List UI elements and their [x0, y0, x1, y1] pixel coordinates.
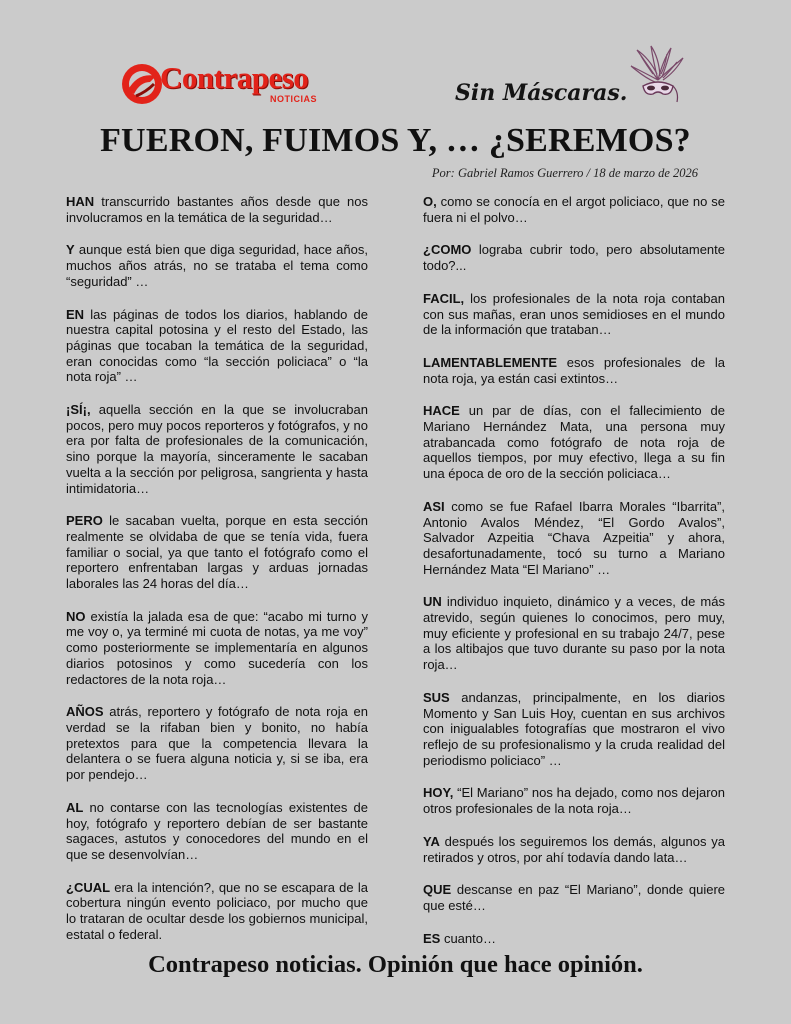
paragraph	[423, 834, 725, 865]
paragraph-text: como se fue Rafael Ibarra Morales “Ibarrita”, Antonio Avalos Méndez, “El Gordo Avalos”, Salvador Azpeitia “Chava Azpeitia” y ahora, desafortunadamente, tocó su turno a Mariano Hernández Mata “El Mariano” …	[423, 498, 725, 577]
carnival-mask-icon	[627, 44, 689, 106]
paragraph-lead: EN	[66, 306, 85, 322]
paragraph-text: como se conocía en el argot policiaco, que no se fuera ni el polvo…	[423, 194, 725, 225]
logo-subtitle: NOTICIAS	[270, 94, 318, 104]
left-column	[66, 194, 368, 959]
paragraph-text: individuo inquieto, dinámico y a veces, de más atrevido, según quienes lo conocimos, pero muy, muy eficiente y profesional en su trabajo 24/7, pese a los altibajos que tuvo durante su paso por la nota roja…	[423, 594, 725, 673]
paragraph-lead: ¿CUAL	[66, 879, 111, 895]
logo-wordmark: Contrapeso	[160, 60, 309, 95]
paragraph-lead: UN	[423, 594, 442, 610]
paragraph	[66, 880, 368, 943]
byline: Por: Gabriel Ramos Guerrero / 18 de marzo de 2026	[431, 166, 698, 180]
paragraph-text: le sacaban vuelta, porque en esta sección realmente se olvidaba de que se tenía vida, fuera familiar o social, ya que tanto el fotógrafo como el reportero enfrentaban largas y arduas jornadas laborales las 24 horas del día…	[66, 513, 368, 592]
paragraph-lead: HAN	[66, 194, 95, 209]
paragraph	[66, 194, 368, 225]
footer-slogan: Contrapeso noticias. Opinión que hace opinión.	[148, 951, 643, 978]
paragraph-lead: AL	[66, 799, 84, 815]
paragraph-text: después los seguiremos los demás, algunos ya retirados y otros, por ahí todavía dando lata…	[423, 833, 725, 865]
paragraph-text: existía la jalada esa de que: “acabo mi turno y me voy o, ya terminé mi cuota de notas, ya me voy” como posteriormente se implementaría en algunos diarios potosinos y como sucedería con los redactores de la nota roja…	[66, 608, 368, 687]
paragraph-lead: ¡SÍ¡,	[66, 402, 91, 418]
paragraph-lead: Y	[66, 242, 75, 258]
paragraph-text: las páginas de todos los diarios, hablando de nuestra capital potosina y el resto del Estado, las páginas que tocaban la temática de la seguridad, eran conocidas como “la sección policiaca” o “la nota roja” …	[66, 306, 368, 385]
paragraph	[423, 194, 725, 225]
paragraph-text: no contarse con las tecnologías existentes de hoy, fotógrafo y reportero debían de ser bastante sagaces, astutos y conocedores del mundo en el que se desenvolvían…	[66, 799, 368, 862]
paragraph-lead: ¿COMO	[423, 242, 472, 258]
contrapeso-badge-icon	[120, 62, 164, 106]
paragraph-lead: LAMENTABLEMENTE	[423, 354, 558, 370]
paragraph	[423, 690, 725, 769]
paragraph	[423, 242, 725, 273]
paragraph	[66, 800, 368, 863]
paragraph-text: los profesionales de la nota roja contaban con sus mañas, eran unos semidioses en el mundo de la información que trataban…	[423, 290, 725, 338]
paragraph-text: lograba cubrir todo, pero absolutamente todo?...	[423, 242, 725, 274]
paragraph-lead: NO	[66, 608, 86, 624]
paragraph	[423, 499, 725, 578]
right-column	[423, 194, 725, 963]
paragraph-text: aunque está bien que diga seguridad, hace años, muchos años atrás, no se trataba el tema como “seguridad” …	[66, 242, 368, 289]
paragraph-lead: FACIL,	[423, 290, 465, 306]
paragraph-lead: ES	[423, 930, 441, 946]
paragraph-lead: HACE	[423, 403, 460, 419]
paragraph-text: transcurrido bastantes años desde que nos involucramos en la temática de la seguridad…	[66, 194, 368, 225]
paragraph	[423, 882, 725, 913]
paragraph	[66, 242, 368, 289]
paragraph-text: cuanto…	[440, 930, 496, 946]
paragraph-lead: AÑOS	[66, 704, 104, 720]
column-name: Sin Máscaras.	[455, 80, 628, 106]
paragraph-text: un par de días, con el fallecimiento de Mariano Hernández Mata, una persona muy atrabancada como fotógrafo de nota roja de aquellos tiempos, por muy efectivo, llega a su fin una época de oro de la sección policiaca…	[423, 403, 725, 482]
paragraph-text: esos profesionales de la nota roja, ya están casi extintos…	[423, 354, 725, 386]
paragraph	[423, 291, 725, 338]
sin-mascaras-logo	[455, 44, 695, 114]
paragraph	[66, 402, 368, 496]
paragraph-text: aquella sección en la que se involucraban pocos, pero muy pocos reporteros y fotógrafos, y no era por falta de profesionales de la comunicación, sino porque la mayoría, sinceramente le sacaban vuelta a la sección por peligrosa, sangrienta y hasta intimidatoria…	[66, 402, 368, 496]
paragraph	[423, 931, 725, 947]
paragraph-text: atrás, reportero y fotógrafo de nota roja en verdad se la rifaban bien y bonito, no había pretextos para que la competencia llevara la delantera o se fuera alguna noticia y, si se iba, era por pendejo…	[66, 704, 368, 783]
paragraph	[66, 609, 368, 688]
paragraph	[66, 307, 368, 386]
paragraph	[66, 704, 368, 783]
paragraph	[423, 403, 725, 482]
paragraph-text: andanzas, principalmente, en los diarios Momento y San Luis Hoy, cuentan en sus archivos con inigualables fotografías que mostraron el vivo reflejo de su profesionalismo y la cruda realidad del periodismo policiaco” …	[423, 689, 725, 768]
paragraph-lead: PERO	[66, 513, 103, 529]
paragraph-text: “El Mariano” nos ha dejado, como nos dejaron otros profesionales de la nota roja…	[423, 785, 725, 817]
paragraph	[423, 594, 725, 673]
contrapeso-logo	[120, 58, 320, 110]
paragraph-text: era la intención?, que no se escapara de la cobertura ningún evento policiaco, por mucho que lo trataran de ocultar desde los gobiernos municipal, estatal o federal.	[66, 879, 368, 942]
paragraph	[423, 785, 725, 816]
headline: FUERON, FUIMOS Y, … ¿SEREMOS?	[100, 122, 691, 159]
paragraph-lead: ASI	[423, 498, 445, 514]
paragraph-lead: YA	[423, 833, 440, 849]
paragraph	[66, 513, 368, 592]
paragraph-lead: O,	[423, 194, 437, 209]
paragraph-lead: SUS	[423, 689, 450, 705]
paragraph-lead: HOY,	[423, 785, 454, 801]
paragraph	[423, 355, 725, 386]
paragraph-lead: QUE	[423, 882, 452, 898]
paragraph-text: descanse en paz “El Mariano”, donde quiere que esté…	[423, 882, 725, 913]
